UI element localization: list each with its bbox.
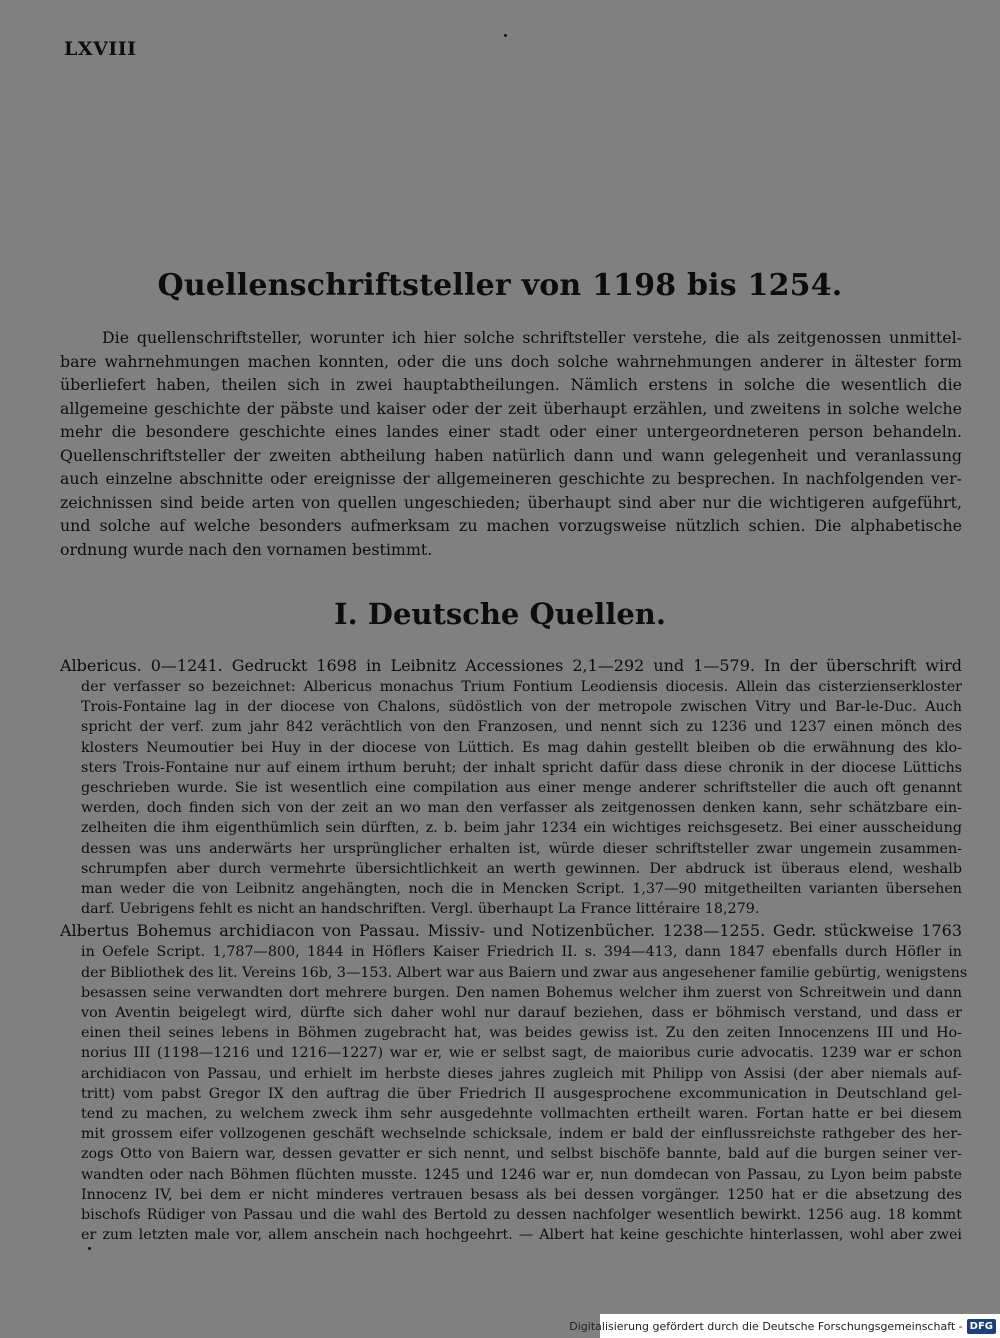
- entry-line: zelheiten die ihm eigenthümlich sein dürften, z. b. beim jahr 1234 ein wichtiges reichsgesetz. Bei einer ausscheidung: [81, 820, 962, 837]
- entry-line: zogs Otto von Baiern war, dessen gevatter er sich nennt, und selbst bischöfe bannte, bald auf die burgen seiner ver-: [81, 1146, 962, 1163]
- entry-line: er zum letzten male vor, allem anschein nach hochgeehrt. — Albert hat keine geschichte hinterlassen, wohl aber zwei: [81, 1227, 962, 1244]
- intro-line: Die quellenschriftsteller, worunter ich hier solche schriftsteller verstehe, die als zeitgenossen unmittel-: [102, 328, 962, 347]
- page-title: Quellenschriftsteller von 1198 bis 1254.: [157, 268, 843, 303]
- digitization-footer: [569, 1314, 1000, 1338]
- entry-line: der Bibliothek des lit. Vereins 16b, 3—153. Albert war aus Baiern und zwar aus angesehener familie gebürtig, wenigstens: [81, 964, 968, 981]
- entry-line: von Aventin beigelegt wird, dürfte sich daher wohl nur darauf beziehen, dass er böhmisch verstand, und dass er: [81, 1005, 962, 1022]
- entry-line: Innocenz IV, bei dem er nicht minderes vertrauen besass als bei dessen vorgänger. 1250 hat er die absetzung des: [81, 1186, 962, 1203]
- entry-line: Trois-Fontaine lag in der diocese von Chalons, südöstlich von der metropole zwischen Vitry und Bar-le-Duc. Auch: [81, 699, 962, 716]
- entry-line: sters Trois-Fontaine nur auf einem irthum beruht; der inhalt spricht dafür dass diese chronik in der diocese Lüttichs: [81, 759, 962, 776]
- intro-line: allgemeine geschichte der päbste und kaiser oder der zeit überhaupt erzählen, und zweitens in solche welche: [60, 398, 962, 418]
- section-title: I. Deutsche Quellen.: [334, 597, 666, 631]
- dfg-logo: DFG: [967, 1319, 996, 1334]
- entry-line: Albericus. 0—1241. Gedruckt 1698 in Leibnitz Accessiones 2,1—292 und 1—579. In der überschrift wird: [60, 656, 962, 675]
- entry-line: man weder die von Leibnitz angehängten, noch die in Mencken Script. 1,37—90 mitgetheilten varianten übersehen: [81, 881, 962, 898]
- entry-line: mit grossem eifer vollzogenen geschäft wechselnde schicksale, indem er bald der einflussreichste rathgeber des her-: [81, 1126, 962, 1143]
- entry-line: darf. Uebrigens fehlt es nicht an handschriften. Vergl. überhaupt La France littéraire 18,279.: [81, 901, 760, 918]
- intro-line: Quellenschriftsteller der zweiten abtheilung haben natürlich dann und wann gelegenheit und veranlassung: [60, 445, 962, 465]
- entry-line: besassen seine verwandten dort mehrere burgen. Den namen Bohemus welcher ihm zuerst von Schreitwein und dann: [81, 984, 962, 1001]
- entry-albertus-bohemus: [60, 919, 968, 1245]
- entry-line: Albertus Bohemus archidiacon von Passau. Missiv- und Notizenbücher. 1238—1255. Gedr. stückweise 1763: [60, 921, 962, 941]
- entry-line: spricht der verf. zum jahr 842 verächtlich von den Franzosen, und nennt sich zu 1236 und 1237 einen mönch des: [81, 719, 962, 736]
- intro-paragraph: [60, 326, 962, 561]
- scan-speck: [504, 34, 507, 37]
- entry-albericus: [60, 654, 962, 919]
- entry-line: wandten oder nach Böhmen flüchten musste. 1245 und 1246 war er, nun domdecan von Passau, zu Lyon beim pabste: [81, 1166, 962, 1183]
- entry-line: der verfasser so bezeichnet: Albericus monachus Trium Fontium Leodiensis diocesis. Allein das cisterzienserkloster: [81, 679, 962, 695]
- scan-speck: [88, 1247, 91, 1250]
- entry-line: schrumpfen aber durch vermehrte übersichtlichkeit an werth gewinnen. Der abdruck ist überaus elend, weshalb: [81, 860, 962, 877]
- entry-line: werden, doch finden sich von der zeit an wo man den verfasser als zeitgenossen denken kann, sehr schätzbare ein-: [81, 800, 962, 817]
- intro-line: mehr die besondere geschichte eines landes einer stadt oder einer untergeordneteren person behandeln.: [60, 422, 962, 441]
- page-number: LXVIII: [64, 38, 137, 60]
- intro-line: überliefert haben, theilen sich in zwei hauptabtheilungen. Nämlich erstens in solche die wesentlich die: [60, 375, 962, 394]
- entry-line: klosters Neumoutier bei Huy in der diocese von Lüttich. Es mag dahin gestellt bleiben ob die erwähnung des klo-: [81, 739, 962, 756]
- intro-line: ordnung wurde nach den vornamen bestimmt.: [60, 539, 433, 559]
- entry-line: dessen was uns anderwärts her ursprünglicher erhalten ist, würde dieser schriftsteller zwar ungemein zusammen-: [81, 840, 962, 857]
- entry-line: geschrieben wurde. Sie ist wesentlich eine compilation aus einer menge anderer schriftsteller die auch oft genannt: [81, 780, 962, 797]
- intro-line: bare wahrnehmungen machen konnten, oder die uns doch solche wahrnehmungen anderer in ältester form: [60, 351, 962, 371]
- entry-list: [60, 654, 968, 1245]
- intro-line: auch einzelne abschnitte oder ereignisse der allgemeineren geschichte zu besprechen. In nachfolgenden ver-: [60, 469, 962, 488]
- entry-line: einen theil seines lebens in Böhmen zugebracht hat, was beides gewiss ist. Zu den zeiten Innocenzens III und Ho-: [81, 1025, 962, 1042]
- entry-line: in Oefele Script. 1,787—800, 1844 in Höflers Kaiser Friedrich II. s. 394—413, dann 1847 ebenfalls durch Höfler in: [81, 944, 962, 961]
- entry-line: tend zu machen, zu welchem zweck ihm sehr ausgedehnte vollmachten ertheilt waren. Fortan hatte er bei diesem: [81, 1106, 962, 1123]
- entry-line: tritt) vom pabst Gregor IX den auftrag die über Friedrich II ausgesprochene excommunication in Deutschland gel-: [81, 1085, 962, 1102]
- entry-line: bischofs Rüdiger von Passau und die wahl des Bertold zu dessen nachfolger wesentlich bewirkt. 1256 aug. 18 kommt: [81, 1207, 962, 1224]
- footer-credit: Digitalisierung gefördert durch die Deutsche Forschungsgemeinschaft -: [569, 1319, 963, 1333]
- entry-line: norius III (1198—1216 und 1216—1227) war er, wie er selbst sagt, de maioribus curie advocatis. 1239 war er schon: [81, 1045, 962, 1062]
- intro-line: und solche auf welche besonders aufmerksam zu machen vorzugsweise nützlich schien. Die alphabetische: [60, 516, 962, 535]
- entry-line: archidiacon von Passau, und erhielt im herbste dieses jahres zugleich mit Philipp von Assisi (der aber niemals auf-: [81, 1065, 962, 1082]
- intro-line: zeichnissen sind beide arten von quellen ungeschieden; überhaupt sind aber nur die wichtigeren aufgeführt,: [60, 492, 962, 512]
